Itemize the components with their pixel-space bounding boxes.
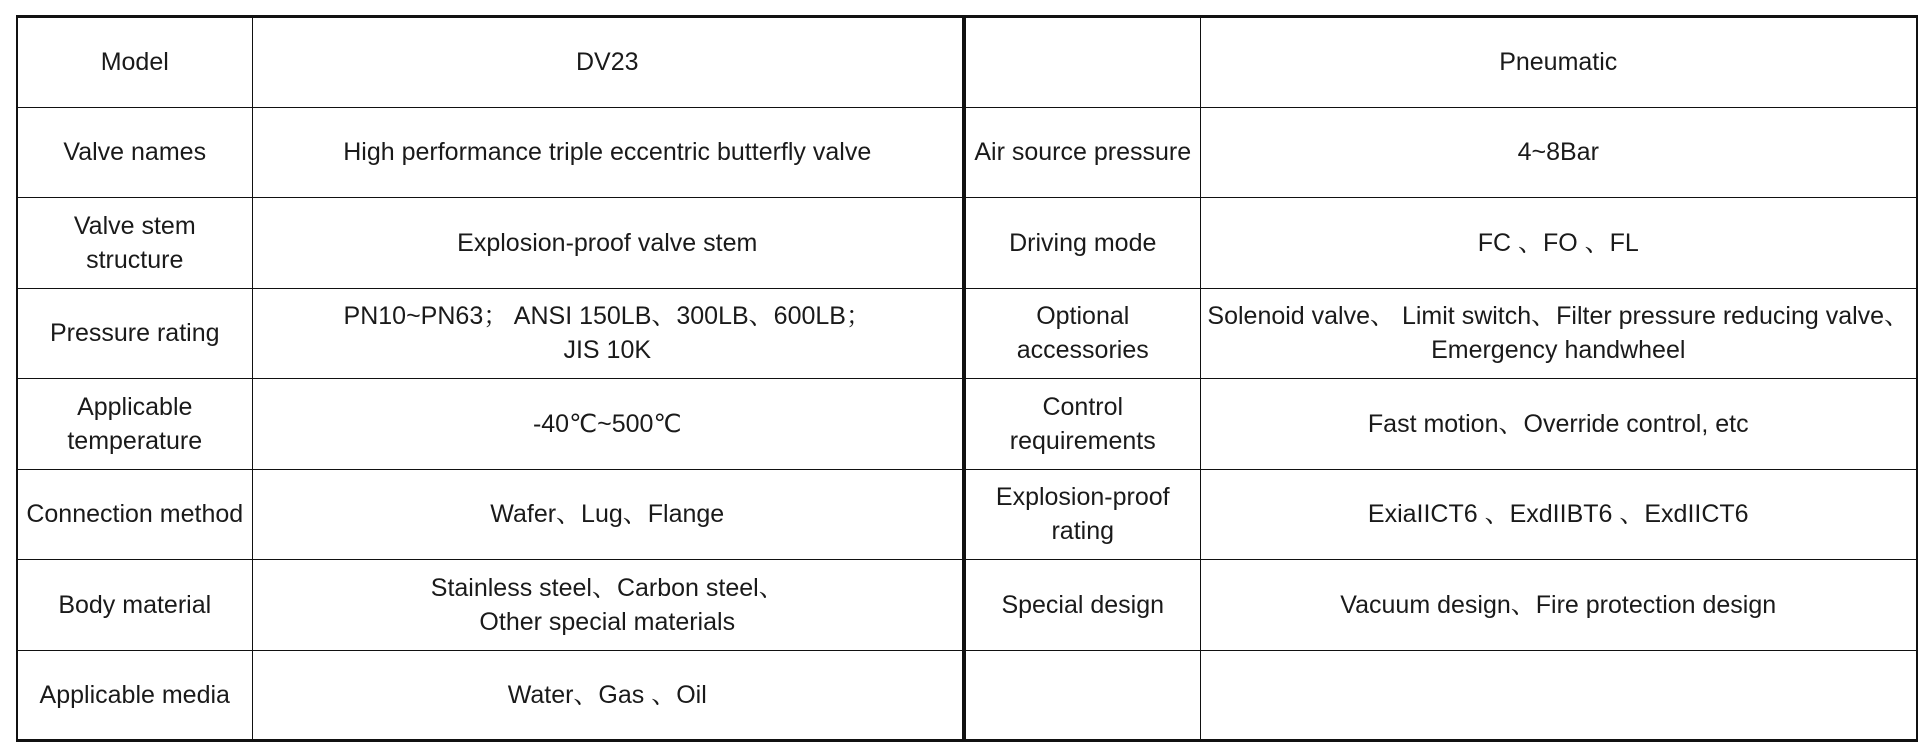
table-row (17, 288, 1917, 379)
cell-text-line: Applicable media (39, 680, 230, 709)
cell-text-line: Fast motion、Override control, etc (1367, 409, 1749, 438)
spec-value-right (1200, 288, 1917, 379)
cell-text-line: structure (86, 245, 184, 274)
cell-text-line: Valve names (63, 138, 207, 167)
cell-text-line: High performance triple eccentric butterfly valve (343, 138, 872, 167)
spec-label-left (17, 288, 252, 379)
spec-label-left (17, 560, 252, 651)
spec-label-right (964, 379, 1200, 470)
table-row (17, 107, 1917, 198)
cell-text-line: Vacuum design、Fire protection design (1340, 590, 1777, 619)
spec-label-right (964, 17, 1200, 108)
table-row (17, 560, 1917, 651)
cell-text-line: Wafer、Lug、Flange (490, 500, 725, 529)
cell-text-line: FC 、FO 、FL (1477, 228, 1639, 257)
cell-text-line: Applicable (77, 392, 193, 421)
cell-text-line: Explosion-proof valve stem (457, 228, 758, 257)
cell-text-line: PN10~PN63； ANSI 150LB、300LB、600LB； (343, 302, 871, 331)
cell-text-line: requirements (1009, 426, 1156, 455)
spec-label-right (964, 198, 1200, 289)
spec-value-right (1200, 379, 1917, 470)
spec-label-right (964, 650, 1200, 741)
cell-text-line: Control (1042, 392, 1124, 421)
cell-text-line: Solenoid valve、 Limit switch、Filter pressure reducing valve、 (1207, 302, 1910, 331)
cell-text-line: Stainless steel、Carbon steel、 (430, 573, 784, 602)
table-row (17, 379, 1917, 470)
cell-text-line: JIS 10K (563, 336, 652, 365)
spec-label-left (17, 107, 252, 198)
spec-label-right (964, 560, 1200, 651)
spec-label-right (964, 107, 1200, 198)
spec-value-right (1200, 560, 1917, 651)
spec-value-right (1200, 650, 1917, 741)
cell-text-line: Explosion-proof (995, 483, 1170, 512)
cell-text-line: Model (100, 48, 169, 77)
table-row (17, 469, 1917, 560)
spec-label-left (17, 198, 252, 289)
cell-text-line: Emergency handwheel (1431, 336, 1686, 365)
spec-value-left (252, 560, 964, 651)
spec-value-left (252, 288, 964, 379)
valve-spec-table (16, 15, 1918, 742)
cell-text-line: Body material (58, 590, 212, 619)
cell-text-line: -40℃~500℃ (532, 409, 682, 438)
spec-label-right (964, 469, 1200, 560)
cell-text-line: Pneumatic (1499, 48, 1618, 77)
spec-label-right (964, 288, 1200, 379)
cell-text-line: Other special materials (479, 607, 736, 636)
spec-value-left (252, 650, 964, 741)
cell-text-line: Water、Gas 、Oil (507, 680, 707, 709)
spec-value-left (252, 469, 964, 560)
cell-text-line: Air source pressure (974, 138, 1192, 167)
cell-text-line: ExiaIICT6 、ExdIIBT6 、ExdIICT6 (1367, 500, 1749, 529)
spec-table-body (17, 17, 1917, 741)
spec-value-right (1200, 107, 1917, 198)
cell-text-line: Driving mode (1009, 228, 1157, 257)
spec-label-left (17, 17, 252, 108)
cell-text-line: Connection method (26, 500, 244, 529)
table-row (17, 17, 1917, 108)
cell-text-line: rating (1051, 517, 1115, 546)
cell-text-line: Optional (1036, 302, 1130, 331)
spec-label-left (17, 650, 252, 741)
table-row (17, 198, 1917, 289)
spec-value-right (1200, 469, 1917, 560)
cell-text-line: temperature (67, 426, 203, 455)
spec-value-left (252, 17, 964, 108)
spec-value-left (252, 379, 964, 470)
cell-text-line: Pressure rating (49, 319, 220, 348)
spec-value-left (252, 198, 964, 289)
table-row (17, 650, 1917, 741)
cell-text-line: DV23 (575, 48, 639, 77)
spec-value-left (252, 107, 964, 198)
spec-label-left (17, 469, 252, 560)
spec-value-right (1200, 198, 1917, 289)
spec-label-left (17, 379, 252, 470)
cell-text-line: Valve stem (73, 211, 196, 240)
cell-text-line: Special design (1001, 590, 1165, 619)
cell-text-line: 4~8Bar (1517, 138, 1599, 167)
cell-text-line: accessories (1016, 336, 1149, 365)
spec-value-right (1200, 17, 1917, 108)
